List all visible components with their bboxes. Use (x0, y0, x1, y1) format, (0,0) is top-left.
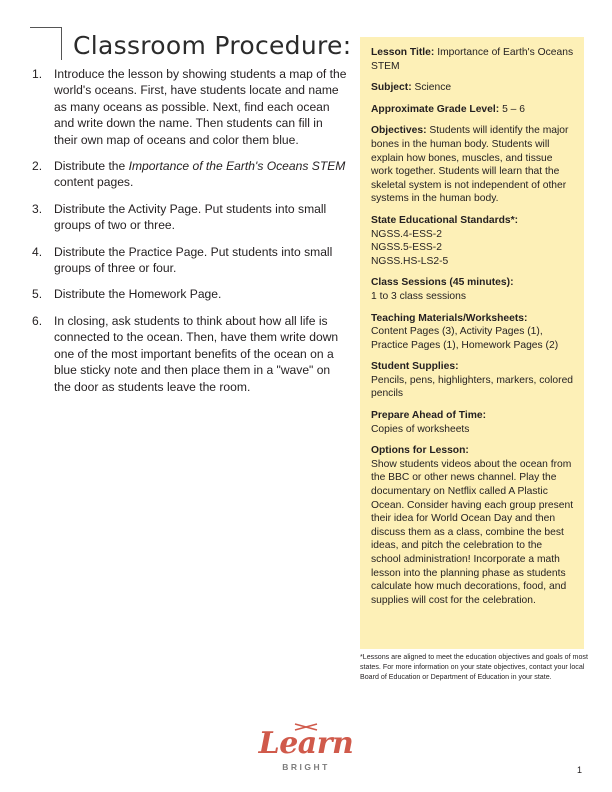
learn-bright-logo (250, 722, 362, 774)
logo-word: Learn (258, 726, 354, 761)
procedure-step: 1. Introduce the lesson by showing students a map of the world's oceans. First, have students locate and name as many oceans as possible. Next, find each ocean and write down the name. Then students can fill in their own map of oceans and color them blue. (32, 67, 347, 147)
prepare-section: Prepare Ahead of Time: Copies of worksheets (371, 410, 487, 435)
materials-section: Teaching Materials/Worksheets: Content Pages (3), Activity Pages (1), Practice Pages (1), Homework Pages (2) (371, 312, 559, 351)
options-section: Options for Lesson: Show students videos about the ocean from the BBC or other news channel. Play the documentary on Netflix called A Plastic Ocean. Consider having each group present their idea for World Ocean Day and then discuss them as a class, combine the best ideas, and pitch the celebration to the school administration! Incorporate a math lesson into the planning phase as students calculate how much decorations, food, and supplies will cost for the celebration. (371, 445, 574, 606)
page-number: 1 (577, 765, 583, 775)
step-text: In closing, ask students to think about how all life is connected to the ocean. Then, have them write down one of the most important benefits of the ocean on a blue sticky note and then place them in a "wave" on the door as students leave the room. (54, 313, 339, 394)
lesson-info-panel (360, 37, 584, 649)
standards-section: State Educational Standards*: NGSS.4-ESS-2 NGSS.5-ESS-2 NGSS.HS-LS2-5 (371, 214, 574, 268)
procedure-step: 4. Distribute the Practice Page. Put students into small groups of three or four. (32, 244, 333, 276)
logo-subword: BRIGHT (282, 762, 330, 772)
procedure-step: 5. Distribute the Homework Page. (32, 287, 222, 302)
procedure-steps (32, 66, 348, 405)
lesson-title-section: Lesson Title: Importance of Earth's Oceans STEM (371, 47, 574, 72)
procedure-step: 3. Distribute the Activity Page. Put students into small groups of two or three. (32, 201, 327, 233)
procedure-step: 6. In closing, ask students to think about how all life is connected to the ocean. Then, have them write down one of the most important benefits of the ocean on a blue sticky note and then place them in a "wave" on the door as students leave the room. (32, 313, 339, 394)
page-title: Classroom Procedure: (73, 31, 352, 60)
step-text: Introduce the lesson by showing students a map of the world's oceans. First, have students locate and name as many oceans as possible. Next, find each ocean and write down the name. Then students can fill in their own map of oceans and color them blue. (54, 67, 347, 147)
step-text: Distribute the Importance of the Earth's Oceans STEM content pages. (54, 159, 346, 190)
standard-item: NGSS.4-ESS-2 (371, 228, 442, 240)
step-text: Distribute the Activity Page. Put students into small groups of two or three. (54, 201, 327, 233)
supplies-section: Student Supplies: Pencils, pens, highlighters, markers, colored pencils (371, 361, 574, 400)
grade-level-section: Approximate Grade Level: 5 – 6 (371, 103, 525, 115)
standard-item: NGSS.HS-LS2-5 (371, 255, 449, 267)
class-sessions-section: Class Sessions (45 minutes): 1 to 3 class sessions (371, 277, 514, 302)
objectives-section: Objectives: Students will identify the major bones in the human body. Students will explain how bones, muscles, and tissue work together. Students will learn that the skeletal system is not independent of other systems in the human body. (371, 125, 569, 205)
step-text: Distribute the Homework Page. (54, 287, 222, 302)
standards-footnote: *Lessons are aligned to meet the education objectives and goals of most states. For more information on your state objectives, contact your local Board of Education or Department of Education in your state. (360, 653, 588, 681)
procedure-step: 2. Distribute the Importance of the Earth's Oceans STEM content pages. (32, 159, 346, 190)
step-text: Distribute the Practice Page. Put students into small groups of three or four. (54, 244, 333, 276)
subject-section: Subject: Science (371, 82, 452, 94)
title-corner-line-vertical (61, 27, 62, 60)
step-italic-title: Importance of the Earth's Oceans STEM (128, 159, 346, 174)
title-corner-line-horizontal (30, 27, 62, 28)
standard-item: NGSS.5-ESS-2 (371, 242, 442, 254)
